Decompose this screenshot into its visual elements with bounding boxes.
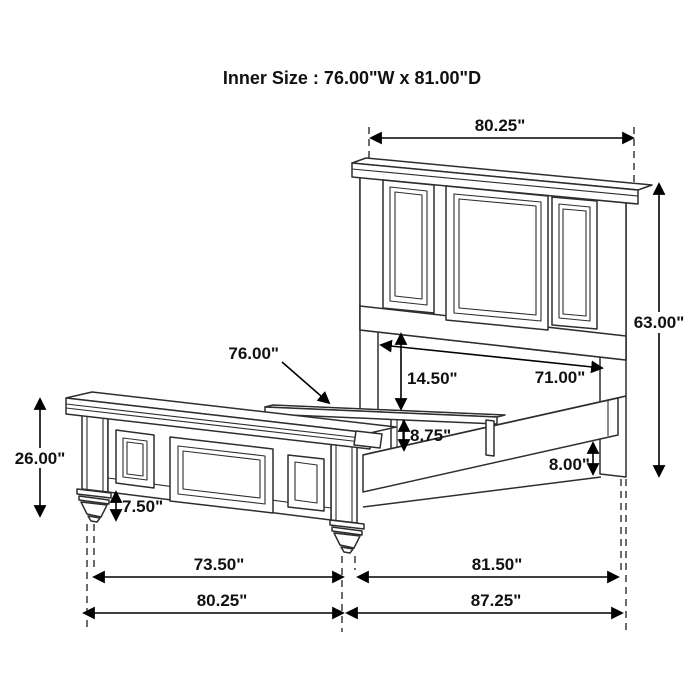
dim-label-side-rail-length: 81.50" [471, 555, 523, 574]
dim-label-slat-support-height: 8.75" [410, 426, 452, 445]
dim-label-headboard-height: 63.00" [633, 313, 685, 332]
diagram-title: Inner Size : 76.00"W x 81.00"D [222, 68, 482, 88]
footboard-foot-right [330, 520, 364, 553]
footboard-leg-right [331, 441, 357, 523]
dim-label-under-rail-clearance: 8.00" [548, 455, 590, 474]
dim-label-footboard-height: 26.00" [14, 449, 66, 468]
dim-leader-slat-inner-width [282, 362, 329, 403]
dim-label-rail-to-panel: 14.50" [407, 369, 458, 388]
footboard-cap-end [354, 431, 382, 448]
footboard-foot-left [77, 489, 111, 522]
slat-bracket [486, 420, 494, 456]
dim-label-headboard-width: 80.25" [474, 116, 526, 135]
headboard-panel-left-outer [383, 180, 434, 313]
dim-label-footboard-leg-height: 7.50" [122, 497, 164, 516]
dim-label-headboard-inner-width: 71.00" [534, 368, 586, 387]
footboard-panel-center-outer [170, 437, 273, 513]
footboard-leg-left [82, 413, 108, 492]
footboard-panel-left-outer [116, 430, 154, 488]
dim-label-overall-depth: 87.25" [470, 591, 522, 610]
dim-label-footboard-width: 80.25" [196, 591, 248, 610]
dim-label-slat-inner-width: 76.00" [228, 344, 279, 363]
dim-label-footboard-inner-width: 73.50" [193, 555, 245, 574]
